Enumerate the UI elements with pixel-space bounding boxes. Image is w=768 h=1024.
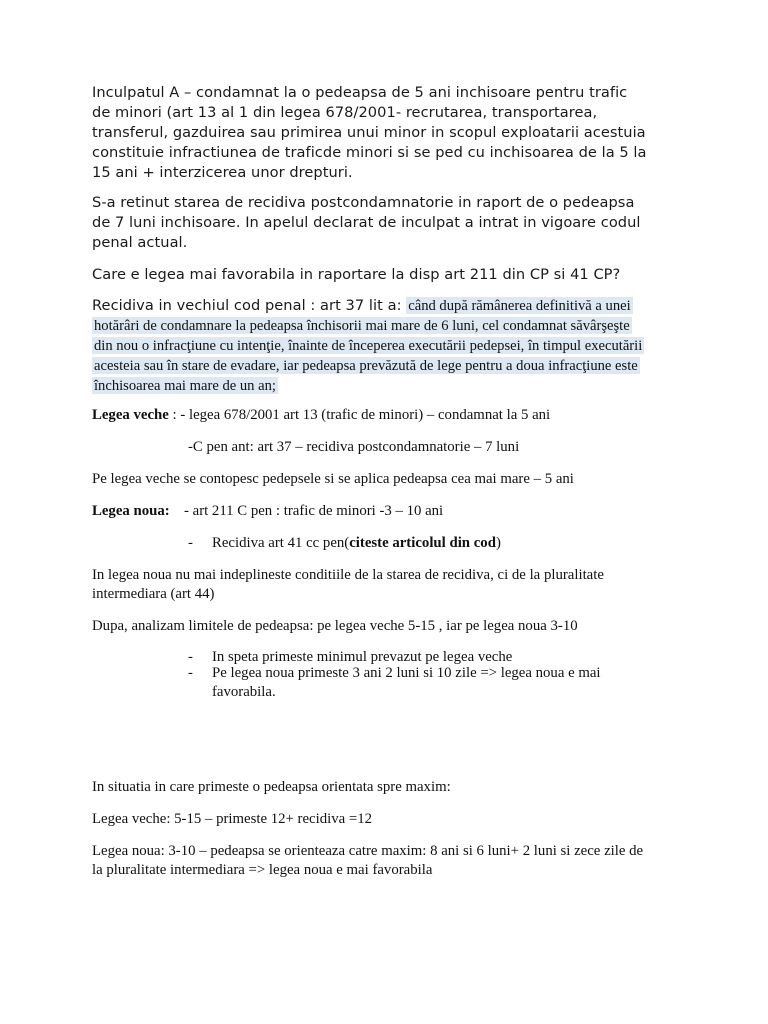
item-suffix: ) [495,535,501,551]
quote-line: închisoarea mai mare de un an; [94,378,276,394]
legea-noua-recidiva-item [212,534,501,553]
dash-bullet: - [188,649,193,665]
quote-line: din nou o infracţiune cu intenţie, înainte de începerea executării pedepsei, în timpul executării [94,338,643,354]
limite-text: Dupa, analizam limitele de pedeapsa: pe legea veche 5-15 , iar pe legea noua 3-10 [92,618,578,634]
text-line: S-a retinut starea de recidiva postcondamnatorie in raport de o pedeapsa [92,194,635,211]
text-line: transferul, gazduirea sau primirea unui minor in scopul exploatarii acestuia [92,124,646,141]
paragraph-recidiva-status [92,193,692,253]
text-line: Inculpatul A – condamnat la o pedeapsa de 5 ani inchisoare pentru trafic [92,84,628,101]
legea-noua-label-text: Legea noua: [92,503,170,519]
dash-bullet: - [188,665,193,681]
bullet-item: In speta primeste minimul prevazut pe legea veche [212,649,513,665]
legea-veche-text: : - legea 678/2001 art 13 (trafic de minori) – condamnat la 5 ani [168,407,551,423]
dash-bullet: - [188,535,193,551]
legea-noua-label [92,502,170,521]
paragraph-recidiva-quote [92,296,692,396]
paragraph-question [92,265,692,285]
paragraph-maxim-veche [92,810,692,829]
paragraph-contopire [92,470,692,489]
text-line: de minori (art 13 al 1 din legea 678/2001- recrutarea, transportarea, [92,104,598,121]
text-line: intermediara (art 44) [92,586,215,602]
contopire-text: Pe legea veche se contopesc pedepsele si se aplica pedeapsa cea mai mare – 5 ani [92,471,574,487]
bullet-item-continuation: favorabila. [212,684,276,700]
maxim-intro-text: In situatia in care primeste o pedeapsa orientata spre maxim: [92,779,451,795]
item-prefix: Recidiva art 41 cc pen( [212,535,350,551]
bullet-item: Pe legea noua primeste 3 ani 2 luni si 10 zile => legea noua e mai [212,665,601,681]
paragraph-legea-veche [92,406,692,425]
item-bold: citeste articolul din cod [349,535,496,551]
paragraph-limite [92,617,692,636]
paragraph-case-facts [92,83,692,183]
text-line: penal actual. [92,234,188,251]
quote-line: acesteia sau în stare de evadare, iar pedeapsa prevăzută de lege pentru a doua infracţiune este [94,358,638,374]
text-line: Legea noua: 3-10 – pedeapsa se orienteaza catre maxim: 8 ani si 6 luni+ 2 luni si zece zile de [92,843,644,859]
question-text: Care e legea mai favorabila in raportare la disp art 211 din CP si 41 CP? [92,266,621,283]
text-line: In legea noua nu mai indeplineste conditiile de la starea de recidiva, ci de la pluralitate [92,567,604,583]
paragraph-pluralitate [92,566,692,604]
text-line: constituie infractiunea de traficde minori si se ped cu inchisoarea de la 5 la [92,144,647,161]
paragraph-maxim-noua [92,842,692,880]
legea-veche-label: Legea veche [92,407,169,423]
quote-line: hotărâri de condamnare la pedeapsa închisorii mai mare de 6 luni, cel condamnat săvârşeşte [94,318,630,334]
text-line: 15 ani + interzicerea unor drepturi. [92,164,353,181]
legea-noua-text: - art 211 C pen : trafic de minori -3 – 10 ani [184,503,444,519]
paragraph-maxim-intro [92,778,692,797]
legea-veche-recidiva-line: -C pen ant: art 37 – recidiva postcondamnatorie – 7 luni [188,439,520,455]
recidiva-intro: Recidiva in vechiul cod penal : art 37 lit a: [92,297,407,314]
quote-line: când după rămânerea definitivă a unei [408,298,631,314]
text-line: de 7 luni inchisoare. In apelul declarat de inculpat a intrat in vigoare codul [92,214,641,231]
maxim-veche-text: Legea veche: 5-15 – primeste 12+ recidiva =12 [92,811,373,827]
text-line: la pluralitate intermediara => legea noua e mai favorabila [92,862,433,878]
